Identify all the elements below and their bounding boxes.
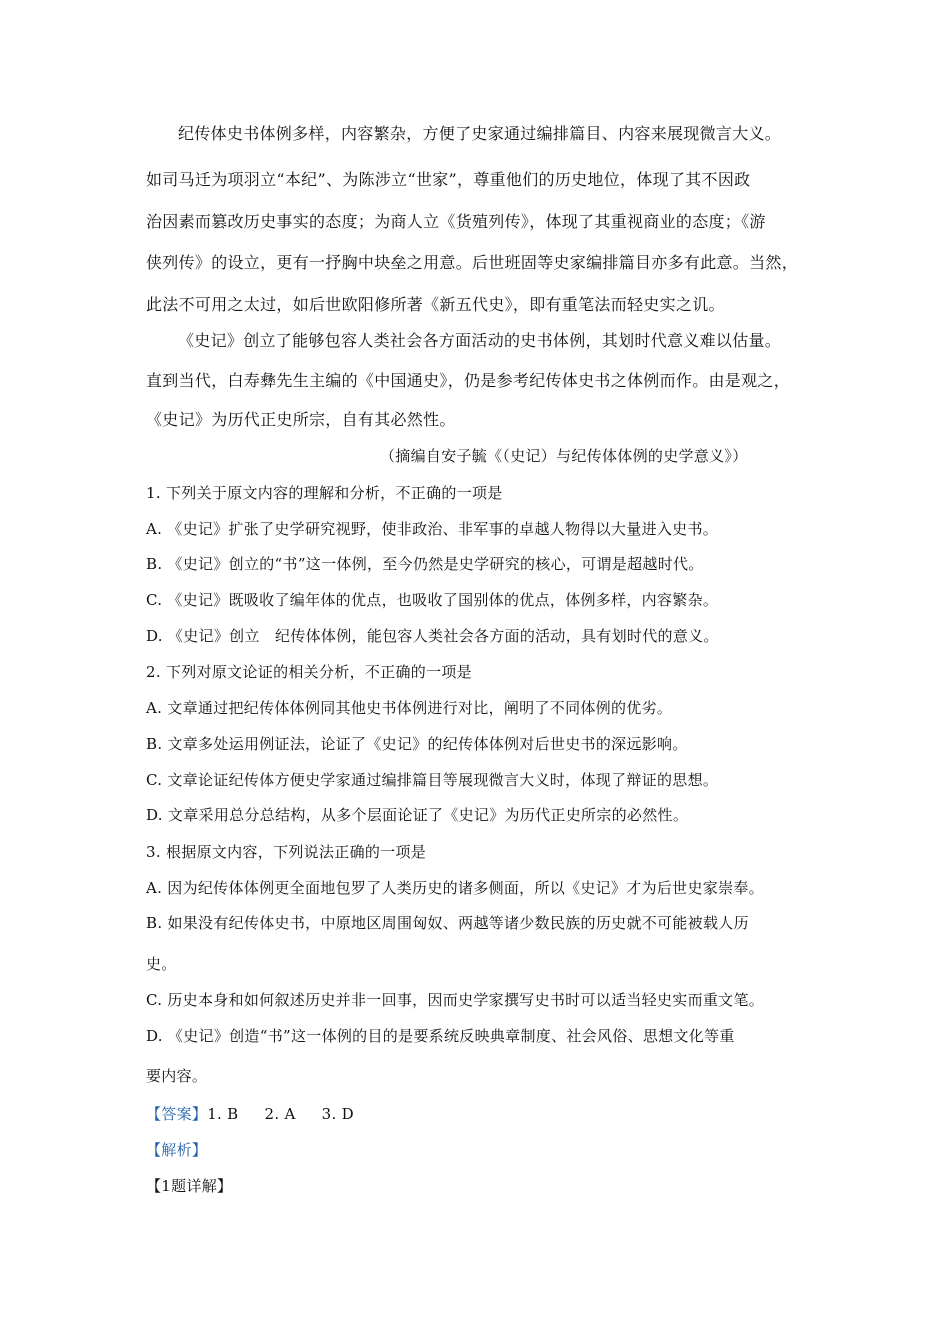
question-option: C. 《史记》既吸收了编年体的优点，也吸收了国别体的优点，体例多样，内容繁杂。	[146, 591, 719, 609]
passage-line: 《史记》创立了能够包容人类社会各方面活动的史书体例，其划时代意义难以估量。	[178, 331, 782, 350]
answer-line	[146, 1104, 354, 1124]
analysis-tag: 【解析】	[146, 1141, 208, 1159]
passage-line: 《史记》为历代正史所宗，自有其必然性。	[146, 410, 456, 429]
question-option: D. 文章采用总分总结构，从多个层面论证了《史记》为历代正史所宗的必然性。	[146, 806, 689, 824]
passage-source: （摘编自安子毓《（史记）与纪传体体例的史学意义》）	[380, 447, 748, 465]
detail-tag: 【1题详解】	[146, 1177, 233, 1195]
question-option: A. 文章通过把纪传体体例同其他史书体例进行对比，阐明了不同体例的优劣。	[146, 699, 673, 717]
question-option: 史。	[146, 955, 177, 973]
question-option: A. 因为纪传体体例更全面地包罗了人类历史的诸多侧面，所以《史记》才为后世史家崇奉。	[146, 879, 764, 897]
answer-3: 3. D	[321, 1105, 354, 1123]
passage-line: 纪传体史书体例多样，内容繁杂，方便了史家通过编排篇目、内容来展现微言大义。	[178, 124, 782, 143]
passage-line: 直到当代，白寿彝先生主编的《中国通史》，仍是参考纪传体史书之体例而作。由是观之，	[146, 371, 791, 390]
question-option: C. 文章论证纪传体方便史学家通过编排篇目等展现微言大义时，体现了辩证的思想。	[146, 771, 719, 789]
question-stem: 1. 下列关于原文内容的理解和分析，不正确的一项是	[146, 484, 503, 502]
question-stem: 2. 下列对原文论证的相关分析，不正确的一项是	[146, 663, 472, 681]
question-option: B. 文章多处运用例证法，论证了《史记》的纪传体体例对后世史书的深远影响。	[146, 735, 688, 753]
answer-1: 1. B	[207, 1105, 239, 1123]
question-option: D. 《史记》创立 纪传体体例，能包容人类社会各方面的活动，具有划时代的意义。	[146, 627, 719, 645]
question-option: A. 《史记》扩张了史学研究视野，使非政治、非军事的卓越人物得以大量进入史书。	[146, 520, 719, 538]
question-option: D. 《史记》创造“书”这一体例的目的是要系统反映典章制度、社会风俗、思想文化等重	[146, 1027, 735, 1045]
passage-line: 如司马迁为项羽立“本纪”、为陈涉立“世家”，尊重他们的历史地位，体现了其不因政	[146, 170, 751, 189]
passage-line: 治因素而篡改历史事实的态度；为商人立《货殖列传》，体现了其重视商业的态度；《游	[146, 212, 766, 231]
question-option: 要内容。	[146, 1067, 208, 1085]
passage-line: 此法不可用之太过，如后世欧阳修所著《新五代史》，即有重笔法而轻史实之讥。	[146, 295, 725, 314]
question-option: B. 《史记》创立的“书”这一体例，至今仍然是史学研究的核心，可谓是超越时代。	[146, 555, 704, 573]
passage-line: 侠列传》的设立，更有一抒胸中块垒之用意。后世班固等史家编排篇目亦多有此意。当然，	[146, 253, 799, 272]
question-option: B. 如果没有纪传体史书，中原地区周围匈奴、两越等诸少数民族的历史就不可能被载人历	[146, 914, 749, 932]
question-stem: 3. 根据原文内容，下列说法正确的一项是	[146, 843, 427, 861]
question-option: C. 历史本身和如何叙述历史并非一回事，因而史学家撰写史书时可以适当轻史实而重文笔。	[146, 991, 765, 1009]
answer-tag: 【答案】	[146, 1105, 208, 1123]
answer-2: 2. A	[264, 1105, 296, 1123]
